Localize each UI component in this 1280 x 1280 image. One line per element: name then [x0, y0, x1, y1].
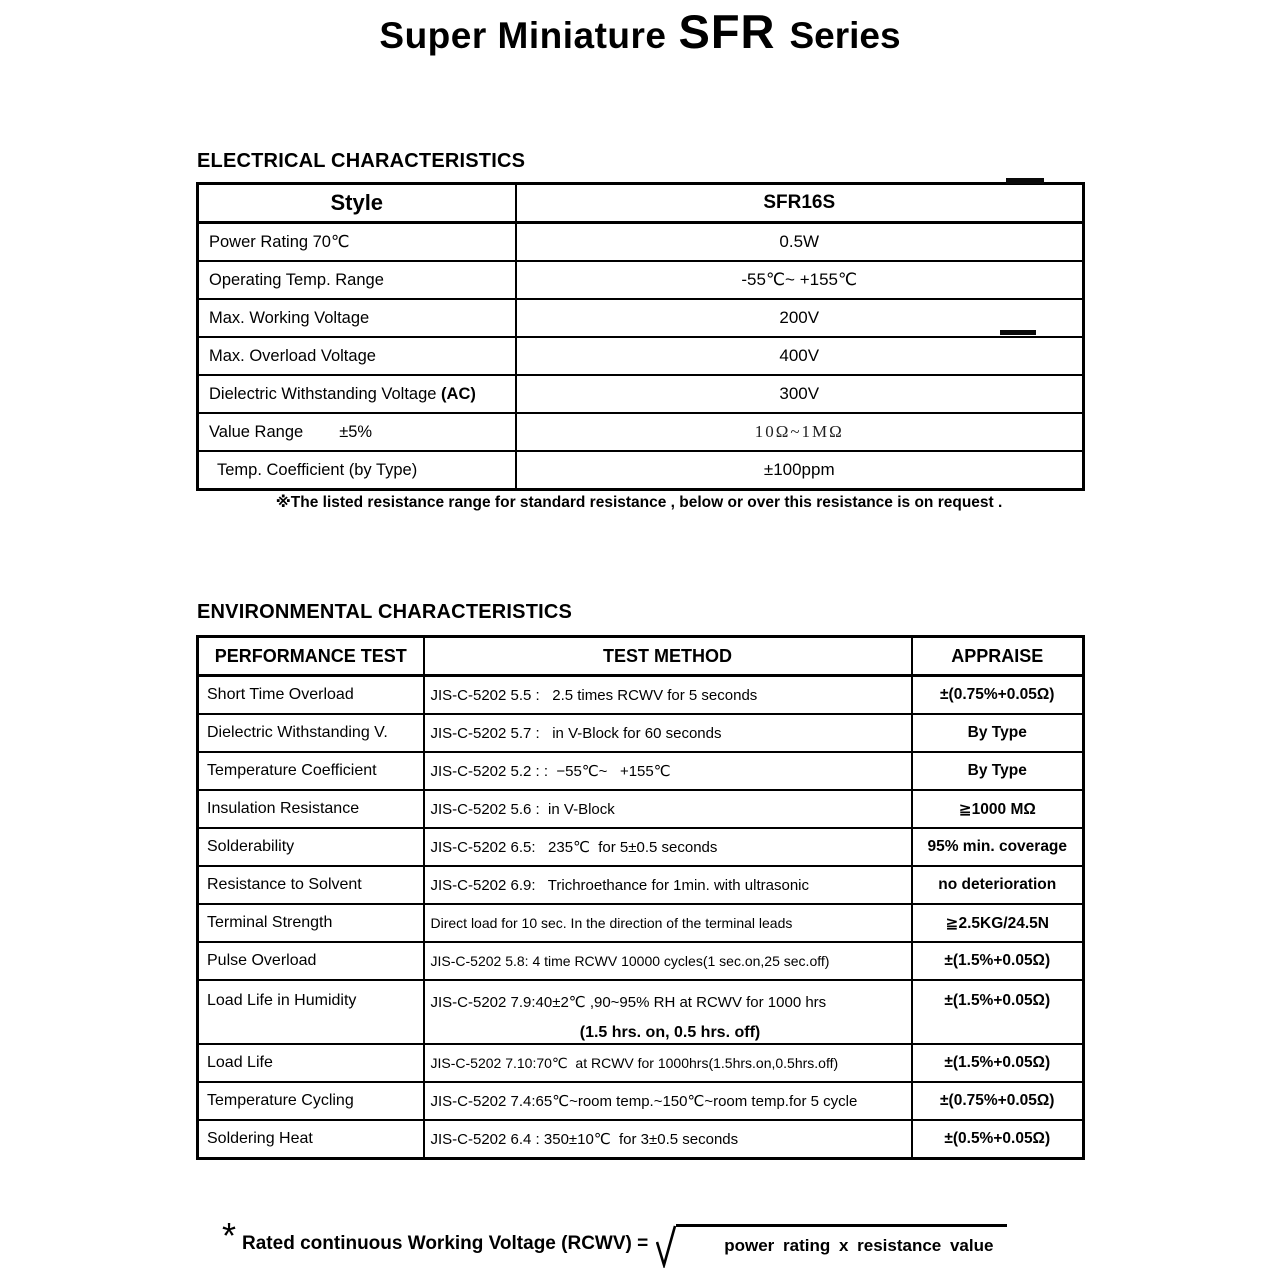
- env-appraise: ±(0.75%+0.05Ω): [912, 1082, 1084, 1120]
- env-test: Pulse Overload: [198, 942, 424, 980]
- environmental-section-heading: ENVIRONMENTAL CHARACTERISTICS: [197, 601, 573, 623]
- env-test: Dielectric Withstanding V.: [198, 714, 424, 752]
- elec-row-label: [198, 375, 516, 413]
- env-test: Terminal Strength: [198, 904, 424, 942]
- elec-row-value: 0.5W: [516, 223, 1084, 262]
- env-method: JIS-C-5202 5.8: 4 time RCWV 10000 cycles(1 sec.on,25 sec.off): [424, 942, 912, 980]
- elec-row-label: Max. Overload Voltage: [198, 337, 516, 375]
- table-row: [198, 904, 1084, 942]
- env-method: JIS-C-5202 6.4 : 350±10℃ for 3±0.5 seconds: [424, 1120, 912, 1159]
- env-appraise: ≧2.5KG/24.5N: [912, 904, 1084, 942]
- table-row: [198, 413, 1084, 451]
- table-row: [198, 980, 1084, 1044]
- table-row: [198, 828, 1084, 866]
- elec-row-value: 200V: [516, 299, 1084, 337]
- table-row: [198, 752, 1084, 790]
- env-appraise: ±(0.5%+0.05Ω): [912, 1120, 1084, 1159]
- rcwv-formula: [222, 1215, 1007, 1268]
- elec-row-value: -55℃~ +155℃: [516, 261, 1084, 299]
- env-method: JIS-C-5202 7.4:65℃~room temp.~150℃~room temp.for 5 cycle: [424, 1082, 912, 1120]
- env-appraise: 95% min. coverage: [912, 828, 1084, 866]
- table-row: [198, 866, 1084, 904]
- title-suffix: Series: [789, 15, 901, 56]
- environmental-table: [196, 635, 1085, 1160]
- electrical-section-heading: ELECTRICAL CHARACTERISTICS: [197, 150, 526, 172]
- env-appraise: no deterioration: [912, 866, 1084, 904]
- table-row: [198, 942, 1084, 980]
- elec-row-label: Max. Working Voltage: [198, 299, 516, 337]
- elec-row-label: Power Rating 70℃: [198, 223, 516, 262]
- table-row: [198, 223, 1084, 262]
- table-row: [198, 261, 1084, 299]
- elec-row-value: 400V: [516, 337, 1084, 375]
- env-test: Soldering Heat: [198, 1120, 424, 1159]
- square-root-expression: [656, 1218, 1007, 1268]
- table-row: [198, 676, 1084, 715]
- env-method-line2: (1.5 hrs. on, 0.5 hrs. off): [579, 1024, 761, 1041]
- elec-row-label-bold: (AC): [441, 384, 476, 403]
- env-method: JIS-C-5202 6.9: Trichroethance for 1min. with ultrasonic: [424, 866, 912, 904]
- env-test: Resistance to Solvent: [198, 866, 424, 904]
- env-col-appraise: APPRAISE: [912, 637, 1084, 676]
- table-row: [198, 337, 1084, 375]
- elec-row-label: Operating Temp. Range: [198, 261, 516, 299]
- radical-sign-icon: [656, 1224, 676, 1268]
- env-appraise: By Type: [912, 714, 1084, 752]
- env-test: Load Life in Humidity: [198, 980, 424, 1044]
- rcwv-label: Rated continuous Working Voltage (RCWV) =: [242, 1233, 649, 1254]
- electrical-table: [196, 182, 1085, 491]
- env-col-test-method: TEST METHOD: [424, 637, 912, 676]
- env-test: Solderability: [198, 828, 424, 866]
- env-method: JIS-C-5202 5.2 : : −55℃~ +155℃: [424, 752, 912, 790]
- env-test: Short Time Overload: [198, 676, 424, 715]
- table-row: [198, 714, 1084, 752]
- title-series-code: SFR: [678, 5, 776, 58]
- env-appraise: ≧1000 MΩ: [912, 790, 1084, 828]
- table-row: [198, 299, 1084, 337]
- table-row: [198, 451, 1084, 490]
- env-method: JIS-C-5202 5.6 : in V-Block: [424, 790, 912, 828]
- page-title: [0, 4, 1280, 59]
- env-method: JIS-C-5202 6.5: 235℃ for 5±0.5 seconds: [424, 828, 912, 866]
- elec-row-label-text: Value Range: [209, 422, 304, 441]
- table-row: [198, 790, 1084, 828]
- env-test: Temperature Cycling: [198, 1082, 424, 1120]
- env-appraise: ±(1.5%+0.05Ω): [912, 1044, 1084, 1082]
- elec-col-model: SFR16S: [516, 184, 1084, 223]
- env-appraise: By Type: [912, 752, 1084, 790]
- table-row: [198, 1120, 1084, 1159]
- env-method: [424, 980, 912, 1044]
- elec-row-label: [198, 413, 516, 451]
- env-appraise: ±(0.75%+0.05Ω): [912, 676, 1084, 715]
- elec-row-label: Temp. Coefficient (by Type): [198, 451, 516, 490]
- env-test: Load Life: [198, 1044, 424, 1082]
- table-header-row: [198, 637, 1084, 676]
- scan-artifact: [1006, 178, 1044, 184]
- env-method: JIS-C-5202 5.7 : in V-Block for 60 seconds: [424, 714, 912, 752]
- title-prefix: Super Miniature: [379, 15, 667, 56]
- env-test: Insulation Resistance: [198, 790, 424, 828]
- env-test: Temperature Coefficient: [198, 752, 424, 790]
- elec-col-style: Style: [198, 184, 516, 223]
- env-method-line1: JIS-C-5202 7.9:40±2℃ ,90~95% RH at RCWV for 1000 hrs: [430, 994, 827, 1011]
- scan-artifact: [1000, 330, 1036, 335]
- elec-row-value: ±100ppm: [516, 451, 1084, 490]
- env-appraise: ±(1.5%+0.05Ω): [912, 980, 1084, 1044]
- resistance-range-note: ※The listed resistance range for standard resistance , below or over this resistance is on request .: [275, 494, 1003, 511]
- elec-row-label-text: Dielectric Withstanding Voltage: [209, 384, 442, 403]
- table-row: [198, 375, 1084, 413]
- elec-row-value: 10Ω~1MΩ: [516, 413, 1084, 451]
- table-row: [198, 1082, 1084, 1120]
- env-method: JIS-C-5202 7.10:70℃ at RCWV for 1000hrs(1.5hrs.on,0.5hrs.off): [424, 1044, 912, 1082]
- elec-row-tolerance: ±5%: [339, 422, 373, 441]
- elec-row-value: 300V: [516, 375, 1084, 413]
- table-row: [198, 1044, 1084, 1082]
- table-header-row: [198, 184, 1084, 223]
- radicand-text: power rating x resistance value: [676, 1224, 1007, 1256]
- env-method: Direct load for 10 sec. In the direction of the terminal leads: [424, 904, 912, 942]
- env-col-performance-test: PERFORMANCE TEST: [198, 637, 424, 676]
- env-appraise: ±(1.5%+0.05Ω): [912, 942, 1084, 980]
- env-method: JIS-C-5202 5.5 : 2.5 times RCWV for 5 seconds: [424, 676, 912, 715]
- asterisk-marker: *: [222, 1215, 237, 1256]
